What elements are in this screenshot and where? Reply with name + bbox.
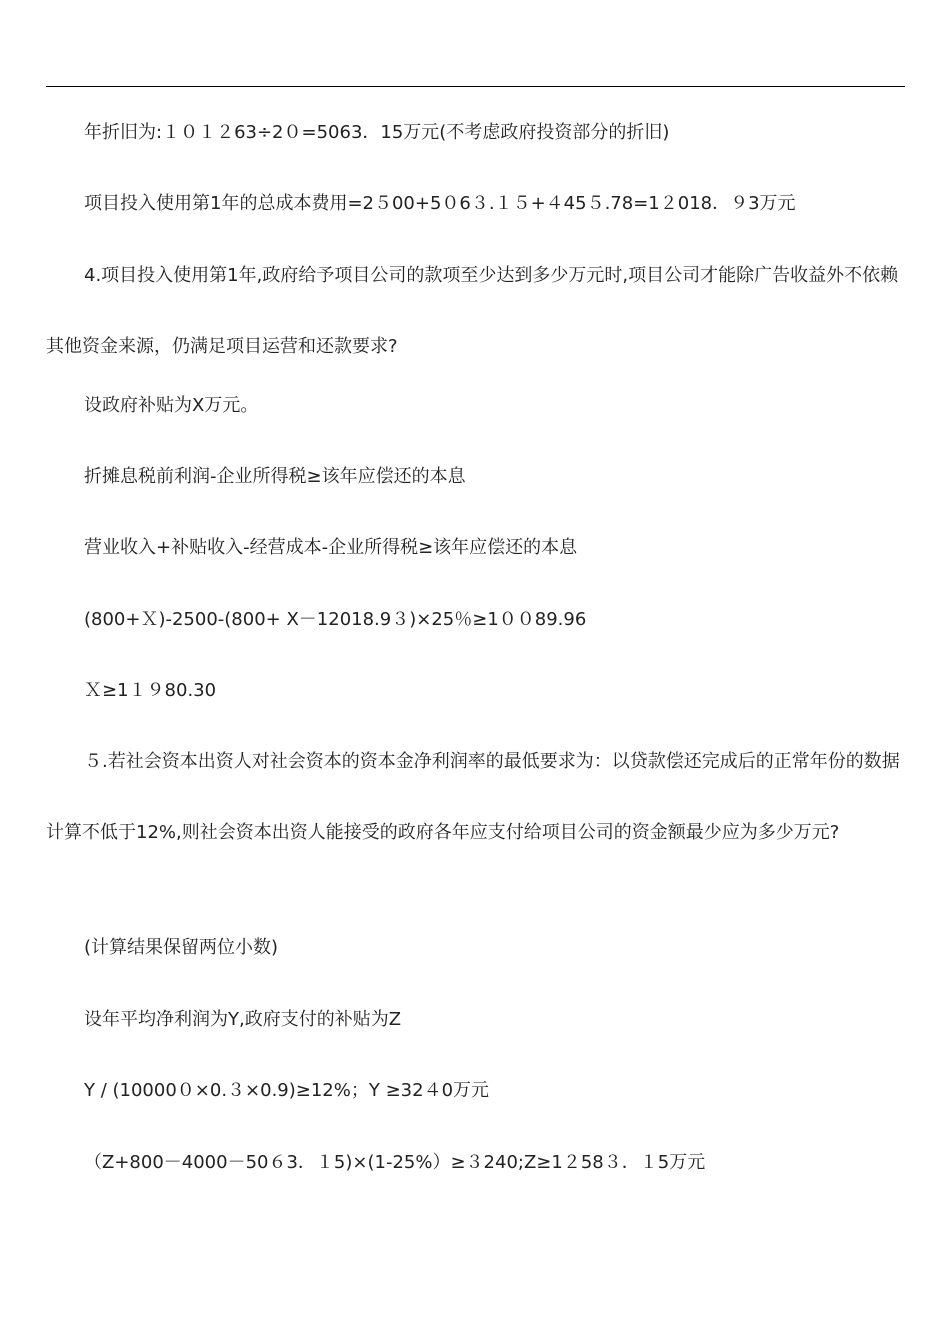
paragraph-inequality-1: 折摊息税前利润-企业所得税≥该年应偿还的本息 bbox=[84, 466, 466, 487]
question-5: ５.若社会资本出资人对社会资本的资本金净利润率的最低要求为：以贷款偿还完成后的正常年份的数据计算不低于12%,则社会资本出资人能接受的政府各年应支付给项目公司的资金额最少应为多少万元? bbox=[46, 751, 900, 843]
question-4: 4.项目投入使用第1年,政府给予项目公司的款项至少达到多少万元时,项目公司才能除广告收益外不依赖其他资金来源，仍满足项目运营和还款要求? bbox=[46, 265, 899, 357]
paragraph-subsidy-assumption: 设政府补贴为X万元。 bbox=[84, 395, 259, 416]
paragraph-result-y: Y / (10000０×0.３×0.9)≥12%；Y ≥32４0万元 bbox=[84, 1080, 490, 1101]
paragraph-inequality-2: 营业收入+补贴收入-经营成本-企业所得税≥该年应偿还的本息 bbox=[84, 537, 578, 558]
paragraph-total-cost: 项目投入使用第1年的总成本费用=2５00+5０6３.１５+４45５.78=1２018．９3万元 bbox=[84, 193, 796, 214]
paragraph-depreciation: 年折旧为:１０１２63÷2０=5063．15万元(不考虑政府投资部分的折旧) bbox=[84, 122, 670, 143]
paragraph-result-x: Ｘ≥1１９80.30 bbox=[84, 680, 217, 701]
header-rule bbox=[46, 86, 905, 87]
paragraph-result-z: （Z+800－4000－50６3．１5)×(1-25%）≥３240;Z≥1２58３．１5万元 bbox=[84, 1152, 706, 1173]
paragraph-rounding-note: (计算结果保留两位小数) bbox=[84, 937, 279, 958]
paragraph-assumption-yz: 设年平均净利润为Y,政府支付的补贴为Z bbox=[84, 1009, 402, 1030]
paragraph-equation: (800+Ｘ)-2500-(800+ X－12018.9３)×25％≥1００89.96 bbox=[84, 609, 587, 630]
